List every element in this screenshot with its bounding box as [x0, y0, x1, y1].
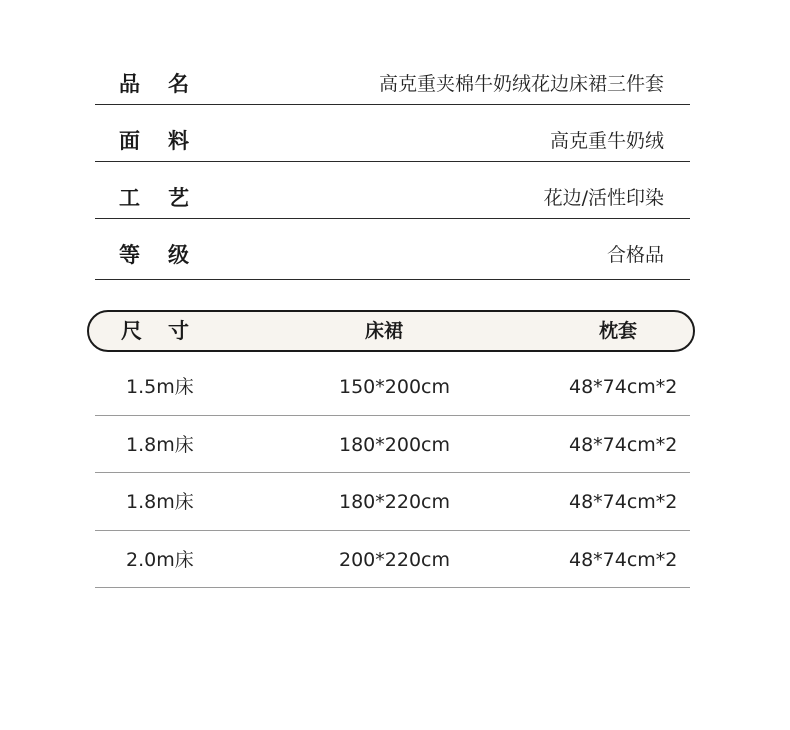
table-row: [95, 531, 690, 589]
cell-bed-skirt: 180*200cm: [339, 433, 450, 456]
spec-label-char: 级: [168, 243, 189, 267]
spec-label-char: 等: [119, 243, 140, 267]
spec-table: [95, 48, 690, 280]
spec-label: [119, 70, 189, 98]
table-row: [95, 473, 690, 531]
spec-row-fabric: [95, 105, 690, 162]
cell-bed-size: 1.8m床: [126, 491, 194, 513]
cell-pillowcase: 48*74cm*2: [569, 491, 678, 513]
header-size: [121, 312, 189, 350]
cell-bed-skirt: 200*220cm: [339, 548, 450, 571]
spec-value: 高克重夹棉牛奶绒花边床裙三件套: [378, 73, 664, 95]
spec-label-char: 名: [168, 72, 189, 96]
cell-bed-size: 2.0m床: [126, 548, 194, 571]
spec-row-name: [95, 48, 690, 105]
spec-row-craft: [95, 162, 690, 219]
spec-label: [119, 241, 189, 269]
spec-label: [119, 184, 189, 212]
table-row: [95, 416, 690, 474]
spec-label: [119, 127, 189, 155]
header-size-char: 尺: [121, 319, 142, 343]
cell-bed-size: 1.8m床: [126, 433, 194, 456]
cell-pillowcase: 48*74cm*2: [569, 433, 678, 456]
header-size-char: 寸: [168, 319, 189, 343]
spec-value: 高克重牛奶绒: [549, 130, 664, 152]
table-row: [95, 358, 690, 416]
cell-bed-size: 1.5m床: [126, 376, 194, 398]
header-bed-skirt: 床裙: [365, 320, 404, 342]
cell-pillowcase: 48*74cm*2: [569, 548, 678, 571]
spec-label-char: 料: [168, 129, 189, 153]
spec-value: 花边/活性印染: [543, 187, 664, 209]
spec-label-char: 工: [119, 186, 140, 210]
size-table-header: [87, 310, 695, 352]
spec-value: 合格品: [606, 244, 664, 266]
cell-bed-skirt: 150*200cm: [339, 376, 450, 398]
spec-row-grade: [95, 219, 690, 280]
cell-pillowcase: 48*74cm*2: [569, 376, 678, 398]
spec-label-char: 面: [119, 129, 140, 153]
size-table: [95, 358, 690, 588]
spec-label-char: 品: [119, 72, 140, 96]
header-pillowcase: 枕套: [599, 320, 638, 342]
cell-bed-skirt: 180*220cm: [339, 491, 450, 513]
spec-label-char: 艺: [168, 186, 189, 210]
